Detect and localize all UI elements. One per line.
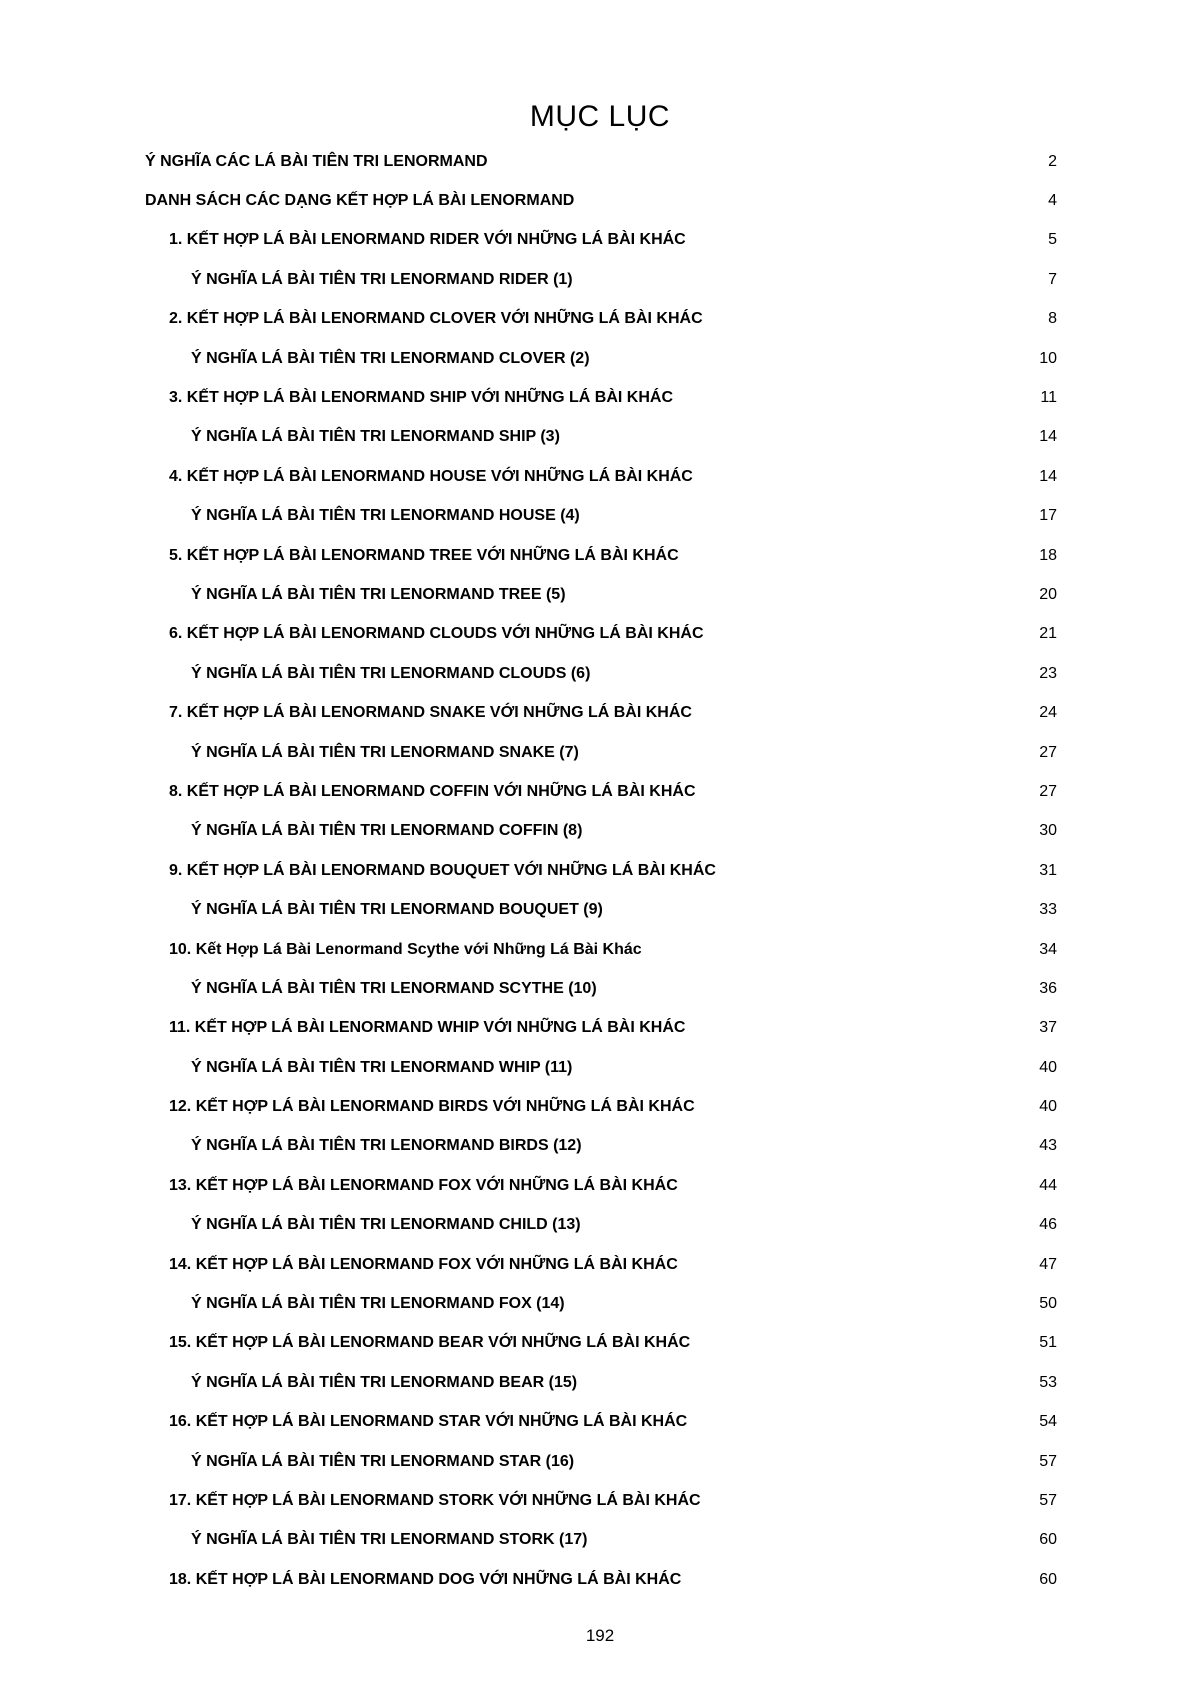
toc-entry-page: 8 [1048,310,1057,328]
toc-entry-page: 60 [1039,1570,1057,1588]
toc-entry[interactable] [145,260,1057,299]
toc-entry-page: 7 [1048,270,1057,288]
dot-leader [705,1493,1038,1511]
toc-entry-title: 10. Kết Hợp Lá Bài Lenormand Scythe với Những Lá Bài Khác [169,940,642,958]
dot-leader [586,1138,1038,1156]
toc-entry-page: 30 [1039,822,1057,840]
toc-entry-page: 57 [1039,1491,1057,1509]
toc-entry-title: 3. KẾT HỢP LÁ BÀI LENORMAND SHIP VỚI NHỮNG LÁ BÀI KHÁC [169,389,674,407]
dot-leader [700,784,1038,802]
toc-entry[interactable] [145,1284,1057,1323]
toc-entry-title: Ý NGHĨA LÁ BÀI TIÊN TRI LENORMAND CHILD (13) [191,1216,581,1234]
toc-entry-page: 27 [1039,782,1057,800]
toc-entry[interactable] [145,812,1057,851]
toc-entry-title: 13. KẾT HỢP LÁ BÀI LENORMAND FOX VỚI NHỮNG LÁ BÀI KHÁC [169,1176,678,1194]
toc-entry-title: Ý NGHĨA LÁ BÀI TIÊN TRI LENORMAND HOUSE (4) [191,507,580,525]
toc-entry-page: 11 [1040,389,1057,407]
toc-entry[interactable] [145,615,1057,654]
toc-entry[interactable] [145,1481,1057,1520]
dot-leader [578,1454,1037,1472]
dot-leader [677,390,1038,408]
toc-entry-title: 9. KẾT HỢP LÁ BÀI LENORMAND BOUQUET VỚI NHỮNG LÁ BÀI KHÁC [169,861,716,879]
dot-leader [685,1572,1037,1590]
toc-entry-title: Ý NGHĨA LÁ BÀI TIÊN TRI LENORMAND WHIP (11) [191,1058,573,1076]
toc-entry[interactable] [145,1560,1057,1599]
dot-leader [708,626,1038,644]
toc-entry-page: 46 [1039,1216,1057,1234]
dot-leader [691,1414,1037,1432]
toc-entry-page: 57 [1039,1452,1057,1470]
toc-entry-title: Ý NGHĨA LÁ BÀI TIÊN TRI LENORMAND BEAR (15) [191,1373,578,1391]
toc-entry-page: 36 [1039,979,1057,997]
toc-entry-page: 51 [1039,1334,1057,1352]
toc-entry-page: 44 [1039,1176,1057,1194]
toc-entry-title: Ý NGHĨA LÁ BÀI TIÊN TRI LENORMAND TREE (5) [191,585,566,603]
toc-entry-title: DANH SÁCH CÁC DẠNG KẾT HỢP LÁ BÀI LENORMAND [145,192,575,210]
toc-entry-title: Ý NGHĨA LÁ BÀI TIÊN TRI LENORMAND BIRDS (12) [191,1137,582,1155]
dot-leader [583,745,1037,763]
toc-entry-title: 18. KẾT HỢP LÁ BÀI LENORMAND DOG VỚI NHỮNG LÁ BÀI KHÁC [169,1570,682,1588]
dot-leader [594,666,1037,684]
dot-leader [696,705,1037,723]
page-number: 192 [585,1626,615,1645]
toc-entry-title: 6. KẾT HỢP LÁ BÀI LENORMAND CLOUDS VỚI NHỮNG LÁ BÀI KHÁC [169,625,704,643]
dot-leader [586,823,1037,841]
dot-leader [689,1020,1037,1038]
toc-entry-title: Ý NGHĨA LÁ BÀI TIÊN TRI LENORMAND CLOVER (2) [191,349,590,367]
toc-entry[interactable] [145,339,1057,378]
dot-leader [697,469,1037,487]
toc-entry[interactable] [145,1048,1057,1087]
toc-entry-title: Ý NGHĨA LÁ BÀI TIÊN TRI LENORMAND BOUQUET (9) [191,901,603,919]
toc-entry[interactable] [145,1127,1057,1166]
toc-entry[interactable] [145,1245,1057,1284]
toc-entry[interactable] [145,1521,1057,1560]
toc-entry[interactable] [145,536,1057,575]
toc-entry[interactable] [145,733,1057,772]
dot-leader [576,1060,1037,1078]
toc-entry-page: 24 [1039,704,1057,722]
toc-entry-title: Ý NGHĨA LÁ BÀI TIÊN TRI LENORMAND RIDER (1) [191,270,573,288]
dot-leader [607,902,1037,920]
toc-entry[interactable] [145,1403,1057,1442]
toc-entry-title: 1. KẾT HỢP LÁ BÀI LENORMAND RIDER VỚI NHỮNG LÁ BÀI KHÁC [169,231,686,249]
dot-leader [690,232,1041,250]
toc-entry[interactable] [145,1087,1057,1126]
toc-entry-page: 31 [1039,861,1057,879]
toc-entry-page: 18 [1039,546,1057,564]
toc-entry[interactable] [145,1442,1057,1481]
dot-leader [569,1296,1038,1314]
toc-entry-page: 53 [1039,1373,1057,1391]
dot-leader [694,1335,1037,1353]
toc-entry[interactable] [145,772,1057,811]
toc-entry[interactable] [145,1009,1057,1048]
toc-entry-page: 34 [1039,940,1057,958]
dot-leader [682,1257,1037,1275]
toc-entry-page: 37 [1039,1019,1057,1037]
toc-entry-title: 4. KẾT HỢP LÁ BÀI LENORMAND HOUSE VỚI NHỮNG LÁ BÀI KHÁC [169,467,693,485]
toc-entry[interactable] [145,1363,1057,1402]
dot-leader [591,1532,1037,1550]
toc-entry-title: Ý NGHĨA LÁ BÀI TIÊN TRI LENORMAND STORK (17) [191,1531,588,1549]
toc-entry-title: 15. KẾT HỢP LÁ BÀI LENORMAND BEAR VỚI NHỮNG LÁ BÀI KHÁC [169,1334,691,1352]
toc-entry-page: 40 [1039,1098,1057,1116]
toc-entry-title: Ý NGHĨA LÁ BÀI TIÊN TRI LENORMAND SNAKE (7) [191,743,579,761]
toc-entry[interactable] [145,1166,1057,1205]
toc-entry-page: 4 [1048,192,1057,210]
toc-entry-title: 5. KẾT HỢP LÁ BÀI LENORMAND TREE VỚI NHỮNG LÁ BÀI KHÁC [169,546,679,564]
toc-entry-page: 21 [1039,625,1057,643]
toc-entry[interactable] [145,693,1057,732]
dot-leader [601,981,1038,999]
toc-entry[interactable] [145,1324,1057,1363]
toc-entry-title: Ý NGHĨA LÁ BÀI TIÊN TRI LENORMAND SHIP (3) [191,428,560,446]
dot-leader [683,548,1038,566]
toc-entry-page: 43 [1039,1137,1057,1155]
toc-entry-title: 8. KẾT HỢP LÁ BÀI LENORMAND COFFIN VỚI NHỮNG LÁ BÀI KHÁC [169,782,696,800]
toc-entry[interactable] [145,300,1057,339]
page-title: MỤC LỤC [529,100,671,133]
dot-leader [720,863,1037,881]
toc-entry-title: Ý NGHĨA LÁ BÀI TIÊN TRI LENORMAND STAR (16) [191,1452,575,1470]
dot-leader [584,508,1037,526]
dot-leader [682,1178,1037,1196]
toc-entry-page: 47 [1039,1255,1057,1273]
dot-leader [564,429,1037,447]
toc-entry-title: Ý NGHĨA LÁ BÀI TIÊN TRI LENORMAND FOX (14) [191,1295,565,1313]
toc-entry-title: 17. KẾT HỢP LÁ BÀI LENORMAND STORK VỚI NHỮNG LÁ BÀI KHÁC [169,1491,701,1509]
toc-entry[interactable] [145,890,1057,929]
toc-entry-page: 60 [1039,1531,1057,1549]
toc-entry-page: 23 [1039,664,1057,682]
toc-entry[interactable] [145,221,1057,260]
dot-leader [492,154,1041,172]
toc-entry-page: 27 [1039,743,1057,761]
toc-entry[interactable] [145,851,1057,890]
toc-entry-title: 16. KẾT HỢP LÁ BÀI LENORMAND STAR VỚI NHỮNG LÁ BÀI KHÁC [169,1413,688,1431]
toc-entry-page: 2 [1048,152,1057,170]
toc-entry[interactable] [145,378,1057,417]
toc-entry[interactable] [145,181,1057,220]
toc-entry[interactable] [145,457,1057,496]
dot-leader [707,311,1041,329]
toc-entry-page: 14 [1039,428,1057,446]
dot-leader [585,1217,1038,1235]
dot-leader [646,942,1038,960]
toc-entry-page: 40 [1039,1058,1057,1076]
table-of-contents [145,142,1057,1599]
toc-entry[interactable] [145,142,1057,181]
toc-entry-page: 20 [1039,585,1057,603]
toc-entry[interactable] [145,930,1057,969]
toc-entry-title: 14. KẾT HỢP LÁ BÀI LENORMAND FOX VỚI NHỮNG LÁ BÀI KHÁC [169,1255,678,1273]
toc-entry[interactable] [145,969,1057,1008]
dot-leader [699,1099,1038,1117]
toc-entry-title: Ý NGHĨA LÁ BÀI TIÊN TRI LENORMAND SCYTHE (10) [191,979,597,997]
dot-leader [578,193,1041,211]
toc-entry-title: 12. KẾT HỢP LÁ BÀI LENORMAND BIRDS VỚI NHỮNG LÁ BÀI KHÁC [169,1098,695,1116]
dot-leader [594,351,1038,369]
toc-entry-title: Ý NGHĨA CÁC LÁ BÀI TIÊN TRI LENORMAND [145,152,488,170]
toc-entry[interactable] [145,418,1057,457]
toc-entry-page: 50 [1039,1295,1057,1313]
dot-leader [570,587,1038,605]
dot-leader [581,1375,1037,1393]
toc-entry-title: 11. KẾT HỢP LÁ BÀI LENORMAND WHIP VỚI NHỮNG LÁ BÀI KHÁC [169,1019,686,1037]
toc-entry-page: 5 [1048,231,1057,249]
toc-entry-page: 33 [1039,901,1057,919]
toc-entry-page: 54 [1039,1413,1057,1431]
toc-entry-title: 2. KẾT HỢP LÁ BÀI LENORMAND CLOVER VỚI NHỮNG LÁ BÀI KHÁC [169,310,703,328]
toc-entry-page: 17 [1039,507,1057,525]
toc-entry-title: 7. KẾT HỢP LÁ BÀI LENORMAND SNAKE VỚI NHỮNG LÁ BÀI KHÁC [169,704,692,722]
toc-entry[interactable] [145,497,1057,536]
toc-entry-page: 14 [1039,467,1057,485]
toc-entry-title: Ý NGHĨA LÁ BÀI TIÊN TRI LENORMAND COFFIN (8) [191,822,583,840]
toc-entry[interactable] [145,575,1057,614]
toc-entry-page: 10 [1039,349,1057,367]
toc-entry[interactable] [145,654,1057,693]
toc-entry[interactable] [145,1206,1057,1245]
dot-leader [577,272,1041,290]
toc-entry-title: Ý NGHĨA LÁ BÀI TIÊN TRI LENORMAND CLOUDS (6) [191,664,591,682]
